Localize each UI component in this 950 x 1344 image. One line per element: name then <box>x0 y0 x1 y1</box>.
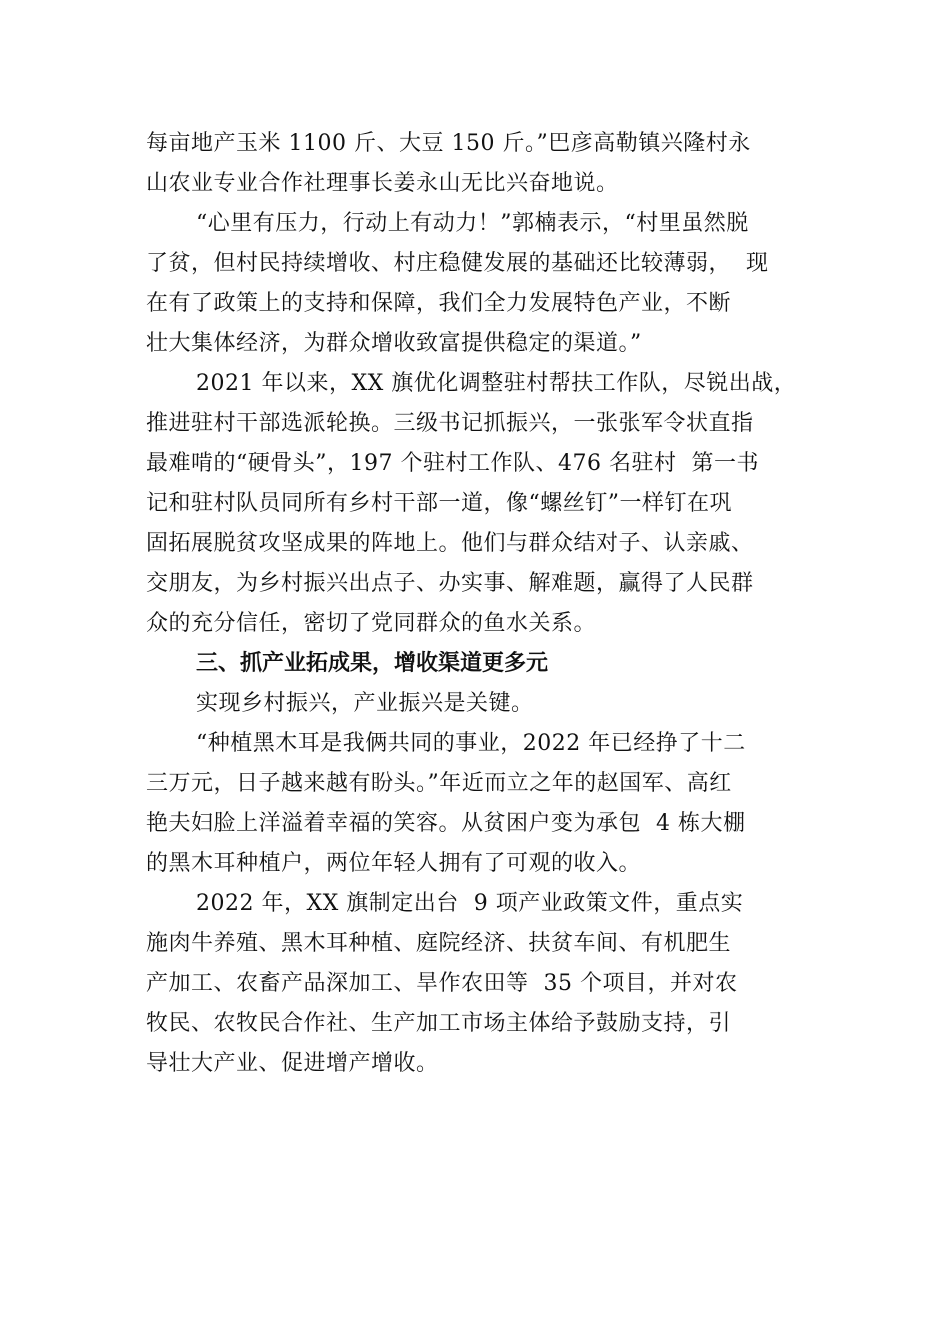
text-line: 固拓展脱贫攻坚成果的阵地上。他们与群众结对子、认亲戚、 <box>146 531 754 556</box>
text-line: 三万元，日子越来越有盼头。”年近而立之年的赵国军、高红 <box>146 771 732 796</box>
document-body <box>146 124 846 1084</box>
section-heading: 三、抓产业拓成果，增收渠道更多元 <box>196 651 549 676</box>
text-line: “种植黑木耳是我俩共同的事业，2022 年已经挣了十二 <box>196 731 746 756</box>
text-line: 艳夫妇脸上洋溢着幸福的笑容。从贫困户变为承包 4 栋大棚 <box>146 811 746 836</box>
text-line: 产加工、农畜产品深加工、旱作农田等 35 个项目，并对农 <box>146 971 738 996</box>
text-line: 壮大集体经济，为群众增收致富提供稳定的渠道。” <box>146 331 642 356</box>
text-line: 最难啃的“硬骨头”，197 个驻村工作队、476 名驻村 第一书 <box>146 451 759 476</box>
text-line: 在有了政策上的支持和保障，我们全力发展特色产业，不断 <box>146 291 732 316</box>
text-line: 实现乡村振兴，产业振兴是关键。 <box>196 691 534 716</box>
text-line: 众的充分信任，密切了党同群众的鱼水关系。 <box>146 611 597 636</box>
paragraph <box>146 884 846 1084</box>
text-line: 牧民、农牧民合作社、生产加工市场主体给予鼓励支持，引 <box>146 1011 732 1036</box>
text-line: 推进驻村干部选派轮换。三级书记抓振兴，一张张军令状直指 <box>146 411 754 436</box>
paragraph <box>146 724 846 884</box>
text-line: 的黑木耳种植户，两位年轻人拥有了可观的收入。 <box>146 851 642 876</box>
text-line: 施肉牛养殖、黑木耳种植、庭院经济、扶贫车间、有机肥生 <box>146 931 732 956</box>
paragraph <box>146 204 846 364</box>
text-line: 交朋友，为乡村振兴出点子、办实事、解难题，赢得了人民群 <box>146 571 754 596</box>
text-line: 2022 年，XX 旗制定出台 9 项产业政策文件，重点实 <box>196 891 744 916</box>
text-line: 了贫，但村民持续增收、村庄稳健发展的基础还比较薄弱， 现 <box>146 251 769 276</box>
text-line: 每亩地产玉米 1100 斤、大豆 150 斤。”巴彦高勒镇兴隆村永 <box>146 131 751 156</box>
paragraph <box>146 364 846 644</box>
paragraph <box>146 124 846 204</box>
paragraph <box>146 684 846 724</box>
text-line: “心里有压力，行动上有动力！”郭楠表示，“村里虽然脱 <box>196 211 749 236</box>
text-line: 山农业专业合作社理事长姜永山无比兴奋地说。 <box>146 171 619 196</box>
text-line: 2021 年以来，XX 旗优化调整驻村帮扶工作队，尽锐出战， <box>196 371 797 396</box>
text-line: 导壮大产业、促进增产增收。 <box>146 1051 439 1076</box>
text-line: 记和驻村队员同所有乡村干部一道，像“螺丝钉”一样钉在巩 <box>146 491 732 516</box>
